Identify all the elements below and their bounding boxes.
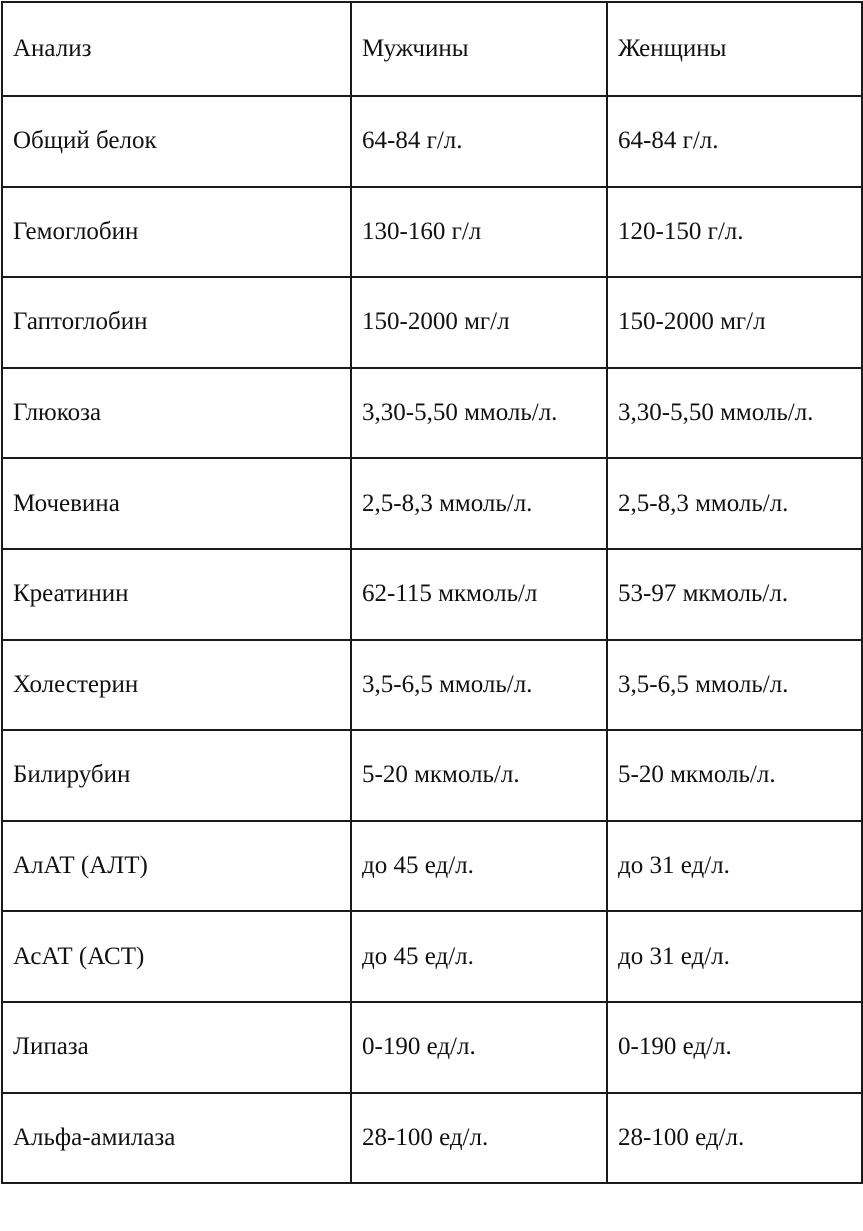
women-value-cell: до 31 ед/л. — [607, 821, 862, 912]
men-value-cell: 3,30-5,50 ммоль/л. — [351, 368, 607, 459]
table-row — [2, 187, 862, 278]
analysis-name-cell: Общий белок — [2, 96, 351, 187]
men-value-cell: 64-84 г/л. — [351, 96, 607, 187]
header-women: Женщины — [607, 2, 862, 96]
women-value-cell: 150-2000 мг/л — [607, 277, 862, 368]
women-value-cell: 0-190 ед/л. — [607, 1002, 862, 1093]
women-value-cell: 3,30-5,50 ммоль/л. — [607, 368, 862, 459]
analysis-name-cell: Мочевина — [2, 458, 351, 549]
women-value-cell: 64-84 г/л. — [607, 96, 862, 187]
analysis-name-cell: Билирубин — [2, 730, 351, 821]
women-value-cell: 3,5-6,5 ммоль/л. — [607, 640, 862, 731]
men-value-cell: 5-20 мкмоль/л. — [351, 730, 607, 821]
men-value-cell: 2,5-8,3 ммоль/л. — [351, 458, 607, 549]
men-value-cell: 130-160 г/л — [351, 187, 607, 278]
header-men: Мужчины — [351, 2, 607, 96]
women-value-cell: 2,5-8,3 ммоль/л. — [607, 458, 862, 549]
table-row — [2, 458, 862, 549]
table-row — [2, 368, 862, 459]
table-row — [2, 640, 862, 731]
analysis-name-cell: Холестерин — [2, 640, 351, 731]
header-row — [2, 2, 862, 96]
analysis-name-cell: Гаптоглобин — [2, 277, 351, 368]
table-row — [2, 549, 862, 640]
reference-values-table — [1, 1, 863, 1184]
analysis-name-cell: Креатинин — [2, 549, 351, 640]
women-value-cell: 5-20 мкмоль/л. — [607, 730, 862, 821]
men-value-cell: до 45 ед/л. — [351, 821, 607, 912]
table-row — [2, 96, 862, 187]
table-row — [2, 821, 862, 912]
women-value-cell: 120-150 г/л. — [607, 187, 862, 278]
analysis-name-cell: АлАТ (АЛТ) — [2, 821, 351, 912]
women-value-cell: до 31 ед/л. — [607, 911, 862, 1002]
analysis-name-cell: Альфа-амилаза — [2, 1093, 351, 1184]
men-value-cell: 3,5-6,5 ммоль/л. — [351, 640, 607, 731]
header-analysis: Анализ — [2, 2, 351, 96]
analysis-name-cell: Гемоглобин — [2, 187, 351, 278]
women-value-cell: 28-100 ед/л. — [607, 1093, 862, 1184]
analysis-name-cell: Глюкоза — [2, 368, 351, 459]
table-row — [2, 277, 862, 368]
women-value-cell: 53-97 мкмоль/л. — [607, 549, 862, 640]
analysis-name-cell: АсАТ (АСТ) — [2, 911, 351, 1002]
men-value-cell: 150-2000 мг/л — [351, 277, 607, 368]
men-value-cell: до 45 ед/л. — [351, 911, 607, 1002]
table-row — [2, 730, 862, 821]
men-value-cell: 0-190 ед/л. — [351, 1002, 607, 1093]
analysis-name-cell: Липаза — [2, 1002, 351, 1093]
men-value-cell: 62-115 мкмоль/л — [351, 549, 607, 640]
table-row — [2, 911, 862, 1002]
men-value-cell: 28-100 ед/л. — [351, 1093, 607, 1184]
table-row — [2, 1002, 862, 1093]
table-row — [2, 1093, 862, 1184]
